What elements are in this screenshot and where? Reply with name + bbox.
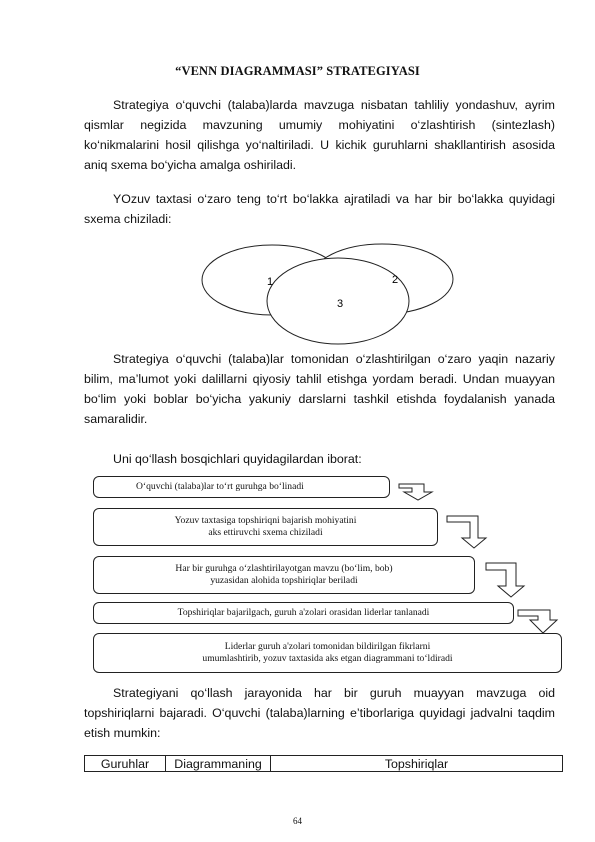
- paragraph-steps-intro: Uni qo‘llash bosqichlari quyidagilardan iborat:: [113, 452, 362, 466]
- groups-table: [84, 755, 563, 772]
- paragraph-table-intro: Strategiyani qo‘llash jarayonida har bir guruh muayyan mavzuga oid topshiriqlarni bajaradi. O‘quvchi (talaba)larning e’tiborlariga quyidagi jadvalni taqdim etish mumkin:: [84, 686, 555, 740]
- table-header-cell: Topshiriqlar: [271, 756, 563, 772]
- step-4-box: [93, 602, 514, 624]
- page-number: 64: [293, 816, 302, 826]
- step-5-box: [93, 633, 562, 673]
- step-2-text: Yozuv taxtasiga topshiriqni bajarish mohiyatini aks ettiruvchi sxema chiziladi: [174, 515, 357, 538]
- venn-label-2: 2: [391, 274, 399, 286]
- paragraph-intro: Strategiya o‘quvchi (talaba)larda mavzuga nisbatan tahliliy yondashuv, ayrim qismlar negizida mavzuning umumiy mohiyatini o‘zlashtirish (sintezlash) ko‘nikmalarini hosil qilishga yo‘naltiriladi. U kichik guruhlarni shakllantirish asosida aniq sxema bo‘yicha amalga oshiriladi.: [84, 98, 555, 172]
- step-3-text: Har bir guruhga o‘zlashtirilayotgan mavzu (bo‘lim, bob) yuzasidan alohida topshiriqlar beriladi: [175, 563, 393, 586]
- step-5-text: Liderlar guruh a'zolari tomonidan bildirilgan fikrlarni umumlashtirib, yozuv taxtasida aks etgan diagrammani to‘ldiradi: [202, 641, 453, 664]
- step-4-text: Topshiriqlar bajarilgach, guruh a'zolari orasidan liderlar tanlanadi: [177, 607, 430, 618]
- step-1-box: [93, 476, 390, 498]
- table-header-cell: Diagrammaning: [166, 756, 271, 772]
- paragraph-purpose: Strategiya o‘quvchi (talaba)lar tomonidan o‘zlashtirilgan o‘zaro yaqin nazariy bilim, ma’lumot yoki dalillarni qiyosiy tahlil etishga yordam beradi. Undan muayyan bo‘lim yoki boblar bo‘yicha yakuniy darslarni tashkil etishda foydalanish yanada samaralidir.: [84, 352, 555, 426]
- table-header-row: [85, 756, 563, 772]
- step-2-box: [93, 508, 438, 546]
- table-header-cell: Guruhlar: [85, 756, 166, 772]
- page-title: “VENN DIAGRAMMASI” STRATEGIYASI: [175, 64, 420, 78]
- arrow-step-2: [447, 516, 486, 548]
- arrow-step-1: [399, 484, 432, 500]
- venn-label-1: 1: [266, 276, 274, 288]
- arrow-step-4: [518, 610, 557, 633]
- paragraph-board: YOzuv taxtasi o‘zaro teng to‘rt bo‘lakka ajratiladi va har bir bo‘lakka quyidagi sxema chiziladi:: [84, 192, 555, 226]
- step-3-box: [93, 556, 475, 594]
- venn-label-3: 3: [336, 298, 344, 310]
- step-1-text: O‘quvchi (talaba)lar to‘rt guruhga bo‘linadi: [136, 481, 304, 492]
- arrow-step-3: [486, 563, 524, 597]
